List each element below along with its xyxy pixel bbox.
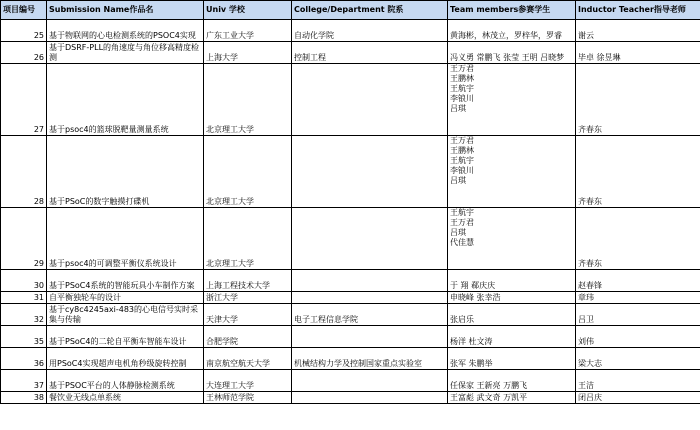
row-members: 张军 朱鹏举 (448, 348, 576, 370)
row-name: 基于cy8c4245axi-483的心电信号实时采集与传输 (47, 304, 204, 326)
row-id: 31 (1, 292, 47, 304)
row-name: 基于psoc4的篮球脱靶量测量系统 (47, 64, 204, 136)
row-members: 任保家 王新亮 万鹏飞 (448, 370, 576, 392)
table-row (1, 370, 700, 392)
row-members: 杨洋 杜文涛 (448, 326, 576, 348)
row-teacher: 齐春东 (576, 136, 700, 208)
row-college (292, 64, 448, 136)
row-id: 29 (1, 208, 47, 270)
table-row (1, 208, 700, 270)
header-college: College/Department 院系 (292, 1, 448, 20)
header-members: Team members参赛学生 (448, 1, 576, 20)
row-teacher: 闭吕庆 (576, 392, 700, 404)
table-row (1, 292, 700, 304)
row-univ: 广东工业大学 (204, 20, 292, 42)
row-id: 28 (1, 136, 47, 208)
row-members: 黄海彬，林茂立，罗梓华，罗睿 (448, 20, 576, 42)
row-college: 电子工程信息学院 (292, 304, 448, 326)
row-teacher: 章玮 (576, 292, 700, 304)
header-row (1, 1, 700, 20)
row-members: 王航宇 王万君 吕琪 代佳慧 (448, 208, 576, 270)
row-college (292, 270, 448, 292)
row-college (292, 208, 448, 270)
row-college (292, 392, 448, 404)
row-teacher: 梁大志 (576, 348, 700, 370)
table-row (1, 392, 700, 404)
row-teacher: 毕卓 徐昱琳 (576, 42, 700, 64)
row-teacher: 谢云 (576, 20, 700, 42)
row-univ: 浙江大学 (204, 292, 292, 304)
row-name: 基于psoc4的可调整平衡仪系统设计 (47, 208, 204, 270)
row-teacher: 赵春锋 (576, 270, 700, 292)
table-row (1, 136, 700, 208)
row-univ: 南京航空航天大学 (204, 348, 292, 370)
row-univ: 北京理工大学 (204, 136, 292, 208)
row-members: 申晓峰 张幸浩 (448, 292, 576, 304)
row-univ: 上海大学 (204, 42, 292, 64)
row-name: 基于PSOC平台的人体静脉检测系统 (47, 370, 204, 392)
header-name: Submission Name作品名 (47, 1, 204, 20)
row-college: 自动化学院 (292, 20, 448, 42)
row-members: 王富彪 武文奇 万凯平 (448, 392, 576, 404)
row-id: 25 (1, 20, 47, 42)
row-college (292, 292, 448, 304)
row-college: 控制工程 (292, 42, 448, 64)
table-row (1, 42, 700, 64)
row-members: 王万君 王鹏林 王航宇 李锒川 吕琪 (448, 136, 576, 208)
header-teacher: Inductor Teacher指导老师 (576, 1, 700, 20)
row-college: 机械结构力学及控制国家重点实验室 (292, 348, 448, 370)
row-name: 基于PSoC4系统的智能玩具小车制作方案 (47, 270, 204, 292)
row-members: 冯义勇 常鹏飞 张莹 王明 吕晓梦 (448, 42, 576, 64)
table-row (1, 304, 700, 326)
row-id: 38 (1, 392, 47, 404)
row-name: 基于物联网的心电检测系统的PSOC4实现 (47, 20, 204, 42)
row-teacher: 齐春东 (576, 64, 700, 136)
row-univ: 合肥学院 (204, 326, 292, 348)
row-id: 30 (1, 270, 47, 292)
table-row (1, 270, 700, 292)
row-members: 于 翔 郗庆庆 (448, 270, 576, 292)
row-univ: 北京理工大学 (204, 64, 292, 136)
row-univ: 上海工程技术大学 (204, 270, 292, 292)
row-teacher: 齐春东 (576, 208, 700, 270)
row-univ: 王林师范学院 (204, 392, 292, 404)
row-name: 用PSoC4实现超声电机角秒级旋转控制 (47, 348, 204, 370)
row-name: 自平衡独轮车的设计 (47, 292, 204, 304)
row-id: 37 (1, 370, 47, 392)
header-univ: Univ 学校 (204, 1, 292, 20)
row-id: 27 (1, 64, 47, 136)
row-teacher: 吕卫 (576, 304, 700, 326)
row-id: 32 (1, 304, 47, 326)
row-univ: 大连理工大学 (204, 370, 292, 392)
header-id: 项目编号 (1, 1, 47, 20)
row-teacher: 刘伟 (576, 326, 700, 348)
row-univ: 天津大学 (204, 304, 292, 326)
row-id: 35 (1, 326, 47, 348)
row-college (292, 370, 448, 392)
row-college (292, 326, 448, 348)
table-row (1, 326, 700, 348)
table-row (1, 64, 700, 136)
row-members: 王万君 王鹏林 王航宇 李锒川 吕琪 (448, 64, 576, 136)
row-college (292, 136, 448, 208)
row-name: 基于PSoC4的二轮自平衡车智能车设计 (47, 326, 204, 348)
table-row (1, 348, 700, 370)
row-name: 基于DSRF-PLL的角速度与角位移高精度检测 (47, 42, 204, 64)
row-name: 餐饮业无线点单系统 (47, 392, 204, 404)
table-row (1, 20, 700, 42)
row-id: 36 (1, 348, 47, 370)
row-name: 基于PSoC的数字触摸打碟机 (47, 136, 204, 208)
row-members: 张启乐 (448, 304, 576, 326)
row-univ: 北京理工大学 (204, 208, 292, 270)
row-teacher: 王洁 (576, 370, 700, 392)
row-id: 26 (1, 42, 47, 64)
